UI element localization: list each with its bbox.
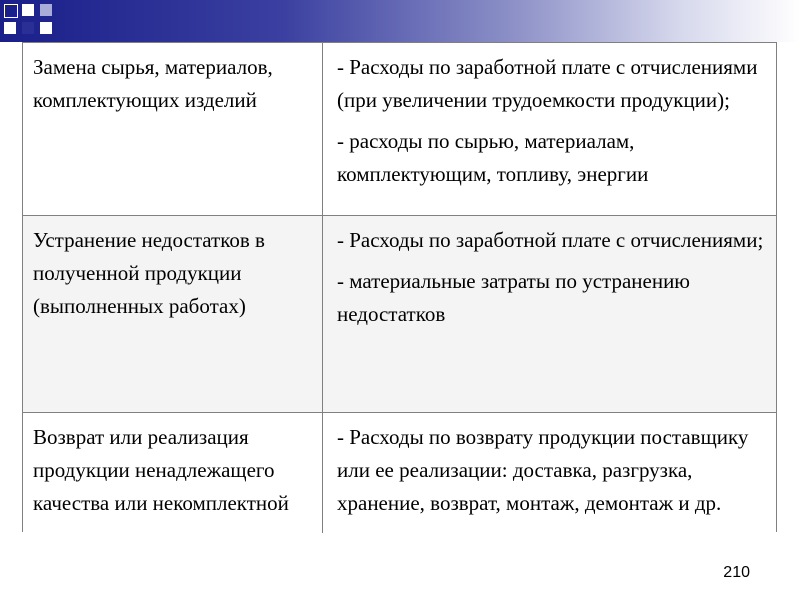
table-cell-reason: Устранение недостатков в полученной продукции (выполненных работах): [23, 216, 323, 412]
decoration-square: [40, 4, 52, 16]
decoration-square: [4, 4, 18, 18]
table-cell-reason: Возврат или реализация продукции ненадлежащего качества или некомплектной: [23, 413, 323, 533]
decoration-square: [22, 4, 34, 16]
table-cell-reason: Замена сырья, материалов, комплектующих изделий: [23, 43, 323, 215]
table-cell-expenses: [323, 413, 776, 533]
table-row: [23, 412, 776, 533]
decoration-square: [22, 22, 34, 34]
page-number: 210: [723, 564, 750, 581]
decoration-square: [40, 22, 52, 34]
expense-item: - материальные затраты по устранению недостатков: [337, 269, 690, 326]
table-row: [23, 215, 776, 412]
expense-item: - Расходы по возврату продукции поставщику или ее реализации: доставка, разгрузка, хранение, возврат, монтаж, демонтаж и др.: [337, 425, 749, 515]
expenses-table: [22, 42, 777, 532]
table-row: [23, 43, 776, 215]
expense-item: - расходы по сырью, материалам, комплектующим, топливу, энергии: [337, 129, 649, 186]
table-cell-expenses: [323, 43, 776, 215]
header-decoration-bar: [0, 0, 800, 42]
table-cell-expenses: [323, 216, 776, 412]
expense-item: - Расходы по заработной плате с отчислениями (при увеличении трудоемкости продукции);: [337, 55, 758, 112]
expense-item: - Расходы по заработной плате с отчислениями;: [337, 228, 764, 252]
decoration-square: [4, 22, 16, 34]
